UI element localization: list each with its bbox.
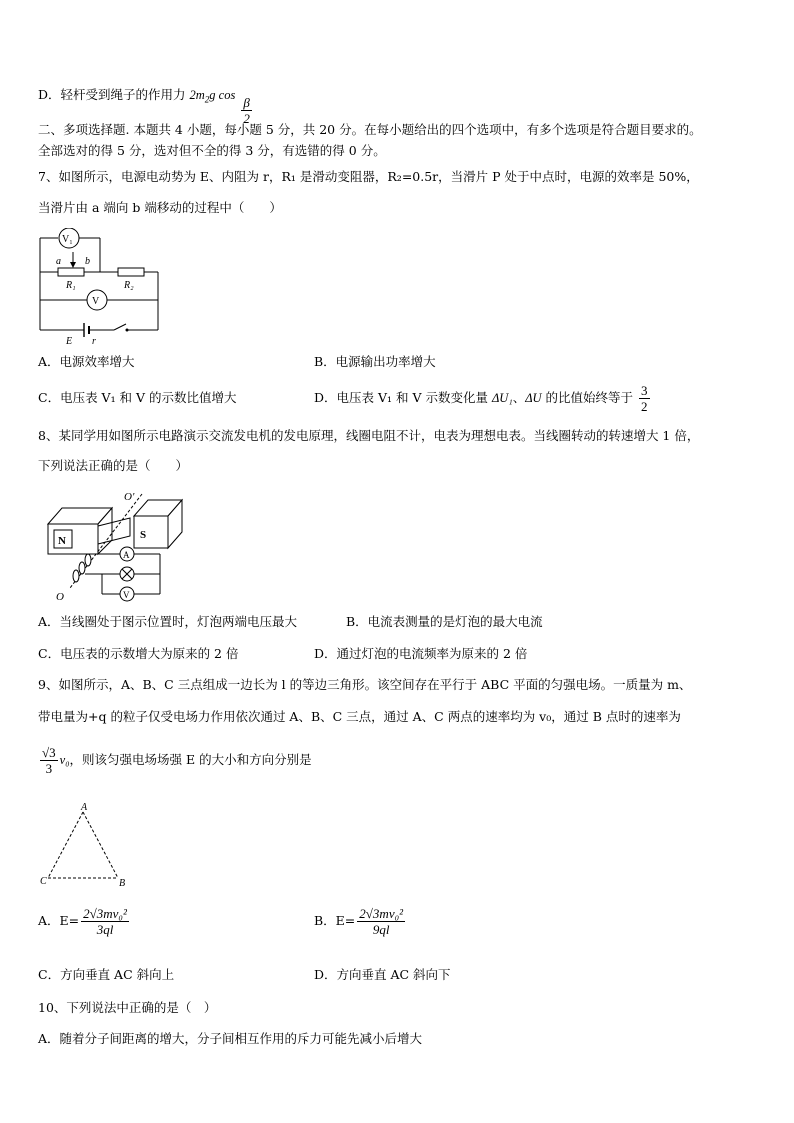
q9-triangle-figure	[38, 800, 138, 890]
section2-line2: 全部选对的得 5 分，选对但不全的得 3 分，有选错的得 0 分。	[38, 143, 386, 158]
section2-line1: 二、多项选择题. 本题共 4 小题，每小题 5 分，共 20 分。在每小题给出的四个选项中，有多个选项是符合题目要求的。	[38, 122, 702, 137]
q6-option-d	[38, 86, 254, 126]
q9-option-c: C．方向垂直 AC 斜向上	[38, 967, 175, 982]
q7-circuit-figure	[36, 228, 166, 346]
q7-option-d-mid: 的比值始终等于	[541, 390, 634, 405]
q8-s-label: S	[140, 529, 147, 541]
q7-option-c: C．电压表 V₁ 和 V 的示数比值增大	[38, 390, 237, 405]
q9-c-label: C	[40, 876, 47, 887]
q7-r1-label: R₁	[66, 280, 76, 291]
q9-stem-line1: 9、如图所示，A、B、C 三点组成一边长为 l 的等边三角形。该空间存在平行于 ABC 平面的匀强电场。一质量为 m、	[38, 677, 692, 692]
q7-option-d-du1: ΔU₁	[491, 391, 513, 405]
q7-a-label: a	[56, 256, 61, 267]
q6-option-d-formula: $2m_2g$ cos	[189, 88, 236, 105]
q7-option-d-du: ΔU	[525, 391, 542, 405]
q8-generator-figure	[42, 488, 192, 604]
q9-option-b-fraction: $\frac{\text{2√3mv₀²}}{9ql}$	[359, 906, 404, 937]
q9-option-b-prefix: B．E=	[314, 913, 356, 928]
q7-option-b: B．电源输出功率增大	[314, 354, 436, 369]
q8-o-bottom-label: O	[56, 591, 64, 603]
q8-option-c: C．电压表的示数增大为原来的 2 倍	[38, 646, 239, 661]
q9-speed-fraction: $\frac{√3}{3}$	[42, 745, 56, 776]
q6-option-d-prefix: D．轻杆受到绳子的作用力	[38, 87, 186, 102]
q7-option-d-prefix: D．电压表 V₁ 和 V 示数变化量	[314, 390, 488, 405]
q9-b-label: B	[119, 878, 126, 889]
q9-a-label: A	[81, 802, 88, 813]
q10-stem: 10、下列说法中正确的是（ ）	[38, 1000, 217, 1015]
q6-option-d-fraction: $\frac{\beta}{2}$	[243, 95, 250, 126]
q7-option-d-fraction: $\frac{3}{2}$	[641, 383, 648, 414]
q7-b-label: b	[85, 256, 90, 267]
q8-option-a: A．当线圈处于图示位置时，灯泡两端电压最大	[38, 614, 298, 629]
q7-stem-line1: 7、如图所示，电源电动势为 E、内阻为 r，R₁ 是滑动变阻器，R₂=0.5r，当滑片 P 处于中点时，电源的效率是 50%，	[38, 169, 699, 184]
q8-option-b: B．电流表测量的是灯泡的最大电流	[346, 614, 543, 629]
q9-option-d: D．方向垂直 AC 斜向下	[314, 967, 451, 982]
q7-v-label: V	[92, 296, 100, 307]
q9-option-b	[314, 906, 407, 937]
q8-stem-line2: 下列说法正确的是（ ）	[38, 458, 189, 473]
q8-o-top-label: O'	[124, 491, 135, 503]
q8-stem-line1: 8、某同学用如图所示电路演示交流发电机的发电原理，线圈电阻不计，电表为理想电表。当线圈转动的转速增大 1 倍，	[38, 428, 700, 443]
q8-ammeter-label: A	[123, 550, 130, 560]
q7-option-d-sep: 、	[512, 390, 526, 405]
q7-option-d	[314, 383, 652, 414]
q9-option-a-prefix: A．E=	[38, 913, 80, 928]
q7-stem-line2: 当滑片由 a 端向 b 端移动的过程中（ ）	[38, 200, 282, 215]
q8-option-d: D．通过灯泡的电流频率为原来的 2 倍	[314, 646, 528, 661]
q9-option-a	[38, 906, 131, 937]
q7-r2-label: R₂	[124, 280, 134, 291]
q7-e-label: E	[66, 336, 73, 346]
q8-n-label: N	[58, 535, 66, 547]
q7-option-a: A．电源效率增大	[38, 354, 135, 369]
q9-speed-v0: v₀	[59, 753, 70, 767]
q9-stem-line3-text: ，则该匀强电场场强 E 的大小和方向分别是	[69, 752, 312, 767]
q9-option-a-fraction: $\frac{\text{2√3mv₀²}}{3ql}$	[83, 906, 127, 937]
q9-stem-line3	[38, 745, 312, 776]
q9-stem-line2: 带电量为+q 的粒子仅受电场力作用依次通过 A、B、C 三点，通过 A、C 两点的速率均为 v₀，通过 B 点时的速率为	[38, 709, 681, 724]
q10-option-a: A．随着分子间距离的增大，分子间相互作用的斥力可能先减小后增大	[38, 1031, 423, 1046]
q7-v1-label: V₁	[62, 234, 73, 245]
q8-voltmeter-label: V	[123, 590, 130, 600]
q7-r-label: r	[92, 336, 96, 346]
